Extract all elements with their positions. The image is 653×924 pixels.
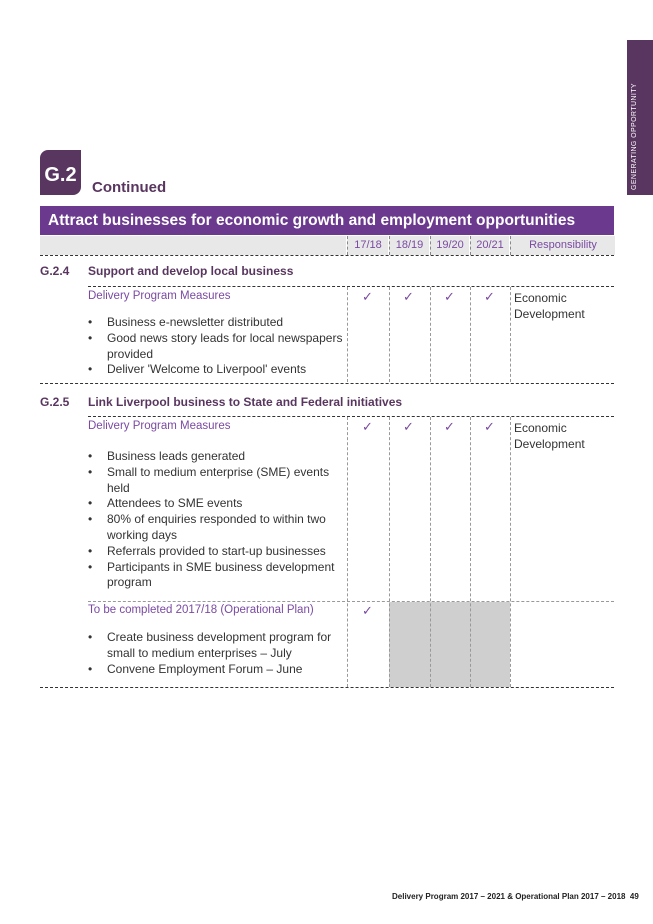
list-item: • 80% of enquiries responded to within two working days (88, 512, 344, 544)
check-g24-1819: ✓ (403, 289, 414, 304)
check-g25-2021: ✓ (484, 419, 495, 434)
measures-list-g24 (88, 315, 344, 378)
responsibility-g25: Economic Development (514, 421, 585, 451)
divider (389, 287, 390, 382)
responsibility-g24: Economic Development (514, 291, 585, 321)
operational-plan-list (88, 630, 344, 677)
header-rule (40, 255, 614, 256)
list-item: • Small to medium enterprise (SME) events held (88, 465, 344, 497)
list-item: • Create business development program for small to medium enterprises – July (88, 630, 344, 662)
list-item: • Referrals provided to start-up businesses (88, 544, 344, 560)
column-header-1920: 19/20 (430, 236, 469, 255)
column-header-2021: 20/21 (470, 236, 509, 255)
divider (470, 287, 471, 382)
header-spacer (40, 236, 346, 255)
section-title-g24: G.2.4 Support and develop local business (40, 264, 294, 278)
list-item: • Attendees to SME events (88, 496, 344, 512)
page-footer (392, 892, 639, 901)
section-title-g25: G.2.5 Link Liverpool business to State and Federal initiatives (40, 395, 403, 409)
list-item: • Business leads generated (88, 449, 344, 465)
section-side-tab (627, 40, 653, 195)
section-badge-label: G.2 (44, 164, 77, 186)
objective-banner (40, 206, 614, 235)
section-g25-bottom-rule (40, 687, 614, 688)
divider (347, 417, 348, 687)
divider (430, 287, 431, 382)
check-g24-1920: ✓ (444, 289, 455, 304)
list-item: • Participants in SME business development program (88, 560, 344, 592)
check-g24-2021: ✓ (484, 289, 495, 304)
operational-plan-rule (88, 601, 614, 602)
continued-heading: Continued (92, 179, 167, 196)
measures-list-g25 (88, 449, 344, 591)
list-item: • Business e-newsletter distributed (88, 315, 344, 331)
divider (347, 287, 348, 382)
operational-plan-title: To be completed 2017/18 (Operational Plan) (88, 604, 314, 616)
section-g24-top-rule (88, 286, 614, 287)
column-header-1819: 18/19 (389, 236, 429, 255)
divider (510, 417, 511, 687)
section-g24-bottom-rule (40, 383, 614, 384)
list-item: • Good news story leads for local newspapers provided (88, 331, 344, 363)
page-number: 49 (629, 892, 639, 901)
divider (510, 287, 511, 382)
check-operational-1718: ✓ (362, 603, 373, 618)
section-badge (40, 150, 81, 195)
column-header-1718: 17/18 (347, 236, 388, 255)
column-header-responsibility: Responsibility (510, 236, 615, 255)
measures-title-g25: Delivery Program Measures (88, 420, 231, 432)
list-item: • Deliver 'Welcome to Liverpool' events (88, 362, 344, 378)
divider (470, 417, 471, 687)
list-item: • Convene Employment Forum – June (88, 662, 344, 678)
section-g25-top-rule (88, 416, 614, 417)
not-applicable-shading (389, 602, 510, 687)
objective-banner-title: Attract businesses for economic growth and employment opportunities (48, 212, 576, 229)
check-g25-1718: ✓ (362, 419, 373, 434)
footer-text: Delivery Program 2017 – 2021 & Operational Plan 2017 – 2018 (392, 892, 626, 901)
measures-title-g24: Delivery Program Measures (88, 290, 231, 302)
check-g25-1920: ✓ (444, 419, 455, 434)
check-g25-1819: ✓ (403, 419, 414, 434)
divider (389, 417, 390, 687)
divider (430, 417, 431, 687)
check-g24-1718: ✓ (362, 289, 373, 304)
side-tab-label: GENERATING OPPORTUNITY (631, 83, 638, 190)
